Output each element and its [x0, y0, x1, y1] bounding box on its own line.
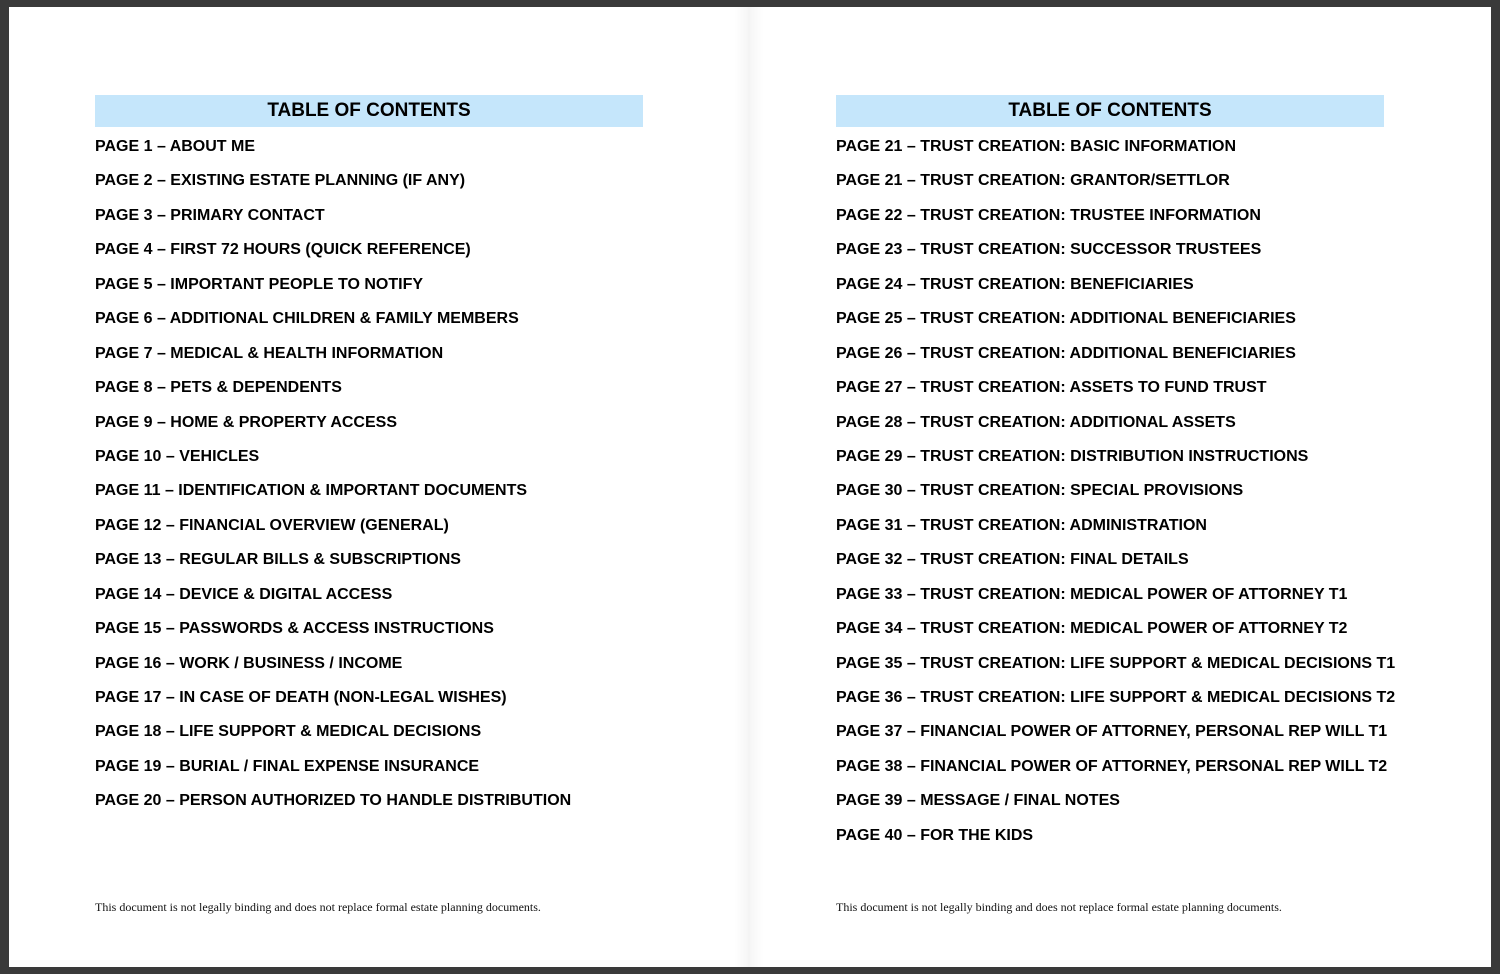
toc-item: PAGE 21 – TRUST CREATION: GRANTOR/SETTLOR [836, 172, 1230, 190]
toc-item: PAGE 24 – TRUST CREATION: BENEFICIARIES [836, 275, 1194, 293]
toc-item: PAGE 11 – IDENTIFICATION & IMPORTANT DOCUMENTS [95, 482, 528, 500]
toc-item: PAGE 38 – FINANCIAL POWER OF ATTORNEY, PERSONAL REP WILL T2 [836, 757, 1388, 775]
disclaimer-footer: This document is not legally binding and does not replace formal estate planning documents. [836, 900, 1282, 914]
toc-item: PAGE 18 – LIFE SUPPORT & MEDICAL DECISIONS [95, 723, 482, 741]
toc-item: PAGE 29 – TRUST CREATION: DISTRIBUTION INSTRUCTIONS [836, 447, 1309, 465]
toc-item: PAGE 10 – VEHICLES [95, 447, 260, 465]
toc-list-right [836, 130, 1395, 853]
toc-title: TABLE OF CONTENTS [95, 95, 643, 127]
toc-item: PAGE 32 – TRUST CREATION: FINAL DETAILS [836, 551, 1189, 569]
toc-item: PAGE 22 – TRUST CREATION: TRUSTEE INFORMATION [836, 206, 1261, 224]
document-spread [9, 7, 1491, 967]
toc-item: PAGE 25 – TRUST CREATION: ADDITIONAL BENEFICIARIES [836, 310, 1296, 328]
toc-item: PAGE 3 – PRIMARY CONTACT [95, 206, 325, 224]
toc-item: PAGE 4 – FIRST 72 HOURS (QUICK REFERENCE) [95, 241, 471, 259]
toc-item: PAGE 6 – ADDITIONAL CHILDREN & FAMILY MEMBERS [95, 310, 519, 328]
toc-title: TABLE OF CONTENTS [836, 95, 1384, 127]
toc-item: PAGE 20 – PERSON AUTHORIZED TO HANDLE DISTRIBUTION [95, 792, 572, 810]
disclaimer-footer: This document is not legally binding and does not replace formal estate planning documents. [95, 900, 541, 914]
toc-item: PAGE 30 – TRUST CREATION: SPECIAL PROVISIONS [836, 482, 1244, 500]
toc-item: PAGE 35 – TRUST CREATION: LIFE SUPPORT & MEDICAL DECISIONS T1 [836, 654, 1396, 672]
toc-item: PAGE 34 – TRUST CREATION: MEDICAL POWER OF ATTORNEY T2 [836, 620, 1348, 638]
toc-item: PAGE 7 – MEDICAL & HEALTH INFORMATION [95, 344, 444, 362]
right-page [750, 7, 1491, 967]
toc-item: PAGE 17 – IN CASE OF DEATH (NON-LEGAL WISHES) [95, 689, 507, 706]
toc-item: PAGE 19 – BURIAL / FINAL EXPENSE INSURANCE [95, 757, 480, 775]
toc-item: PAGE 33 – TRUST CREATION: MEDICAL POWER OF ATTORNEY T1 [836, 585, 1348, 603]
toc-item: PAGE 28 – TRUST CREATION: ADDITIONAL ASSETS [836, 413, 1236, 431]
toc-item: PAGE 37 – FINANCIAL POWER OF ATTORNEY, PERSONAL REP WILL T1 [836, 723, 1388, 741]
toc-item: PAGE 2 – EXISTING ESTATE PLANNING (IF ANY) [95, 172, 466, 190]
toc-item: PAGE 27 – TRUST CREATION: ASSETS TO FUND TRUST [836, 379, 1267, 397]
toc-item: PAGE 9 – HOME & PROPERTY ACCESS [95, 413, 397, 431]
toc-item: PAGE 8 – PETS & DEPENDENTS [95, 379, 342, 397]
toc-item: PAGE 31 – TRUST CREATION: ADMINISTRATION [836, 516, 1207, 534]
toc-item: PAGE 5 – IMPORTANT PEOPLE TO NOTIFY [95, 275, 424, 293]
toc-item: PAGE 1 – ABOUT ME [95, 138, 256, 155]
toc-list-left [95, 130, 571, 819]
toc-item: PAGE 39 – MESSAGE / FINAL NOTES [836, 792, 1120, 810]
toc-item: PAGE 16 – WORK / BUSINESS / INCOME [95, 654, 403, 672]
toc-item: PAGE 13 – REGULAR BILLS & SUBSCRIPTIONS [95, 551, 461, 569]
left-page [9, 7, 750, 967]
toc-item: PAGE 21 – TRUST CREATION: BASIC INFORMATION [836, 138, 1237, 155]
toc-item: PAGE 40 – FOR THE KIDS [836, 826, 1034, 844]
toc-item: PAGE 36 – TRUST CREATION: LIFE SUPPORT & MEDICAL DECISIONS T2 [836, 689, 1396, 706]
toc-item: PAGE 12 – FINANCIAL OVERVIEW (GENERAL) [95, 516, 449, 534]
toc-item: PAGE 23 – TRUST CREATION: SUCCESSOR TRUSTEES [836, 241, 1262, 259]
toc-item: PAGE 15 – PASSWORDS & ACCESS INSTRUCTIONS [95, 620, 494, 638]
toc-item: PAGE 26 – TRUST CREATION: ADDITIONAL BENEFICIARIES [836, 344, 1296, 362]
toc-item: PAGE 14 – DEVICE & DIGITAL ACCESS [95, 585, 393, 603]
